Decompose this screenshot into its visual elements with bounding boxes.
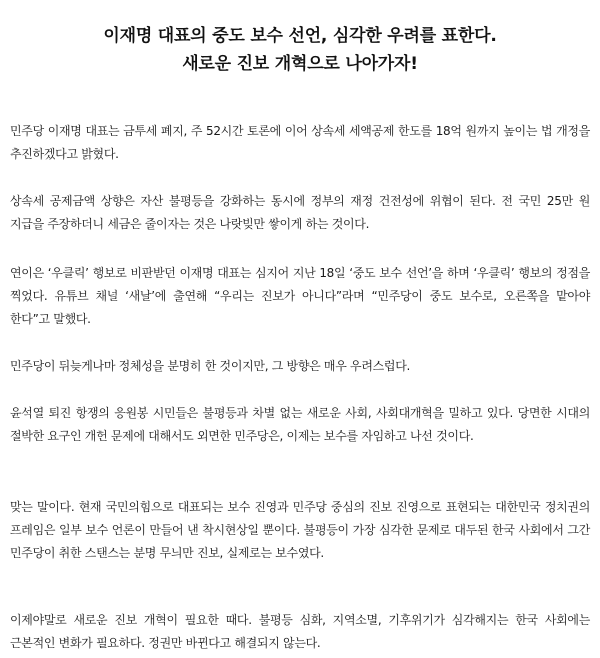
paragraph-3: 연이은 ‘우클릭’ 행보로 비판받던 이재명 대표는 심지어 지난 18일 ‘중도 보수 선언’을 하며 ‘우클릭’ 행보의 정점을 찍었다. 유튜브 채널 ‘새날’에 출연해 “우리는 진보가 아니다”라며 “민주당이 중도 보수로, 오른쪽을 맡아야 한다”고 말했다. — [10, 266, 590, 326]
article-title — [0, 22, 600, 78]
paragraph-7: 이제야말로 새로운 진보 개혁이 필요한 때다. 불평등 심화, 지역소멸, 기후위기가 심각해지는 한국 사회에는 근본적인 변화가 필요하다. 정권만 바뀐다고 해결되지 않는다. — [10, 613, 590, 650]
title-line-1: 이재명 대표의 중도 보수 선언, 심각한 우려를 표한다. — [103, 26, 497, 46]
paragraph-5: 윤석열 퇴진 항쟁의 응원봉 시민들은 불평등과 차별 없는 새로운 사회, 사회대개혁을 밀하고 있다. 당면한 시대의 절박한 요구인 개헌 문제에 대해서도 외면한 민주당은, 이제는 보수를 자임하고 나선 것이다. — [10, 406, 590, 443]
paragraph-4: 민주당이 뒤늦게나마 정체성을 분명히 한 것이지만, 그 방향은 매우 우려스럽다. — [10, 359, 411, 373]
paragraph-2: 상속세 공제금액 상향은 자산 불평등을 강화하는 동시에 정부의 재정 건전성에 위협이 된다. 전 국민 25만 원 지급을 주장하더니 세금은 줄이자는 것은 나랏빚만 쌓이게 하는 것이다. — [10, 194, 590, 231]
paragraph-1: 민주당 이재명 대표는 금투세 폐지, 주 52시간 토론에 이어 상속세 세액공제 한도를 18억 원까지 높이는 법 개정을 추진하겠다고 밝혔다. — [10, 124, 590, 161]
title-line-2: 새로운 진보 개혁으로 나아가자! — [182, 54, 418, 74]
paragraph-6: 맞는 말이다. 현재 국민의힘으로 대표되는 보수 진영과 민주당 중심의 진보 진영으로 표현되는 대한민국 정치권의 프레임은 일부 보수 언론이 만들어 낸 착시현상일 뿐이다. 불평등이 가장 심각한 문제로 대두된 한국 사회에서 그간 민주당이 취한 스탠스는 분명 무늬만 진보, 실제로는 보수였다. — [10, 500, 590, 560]
